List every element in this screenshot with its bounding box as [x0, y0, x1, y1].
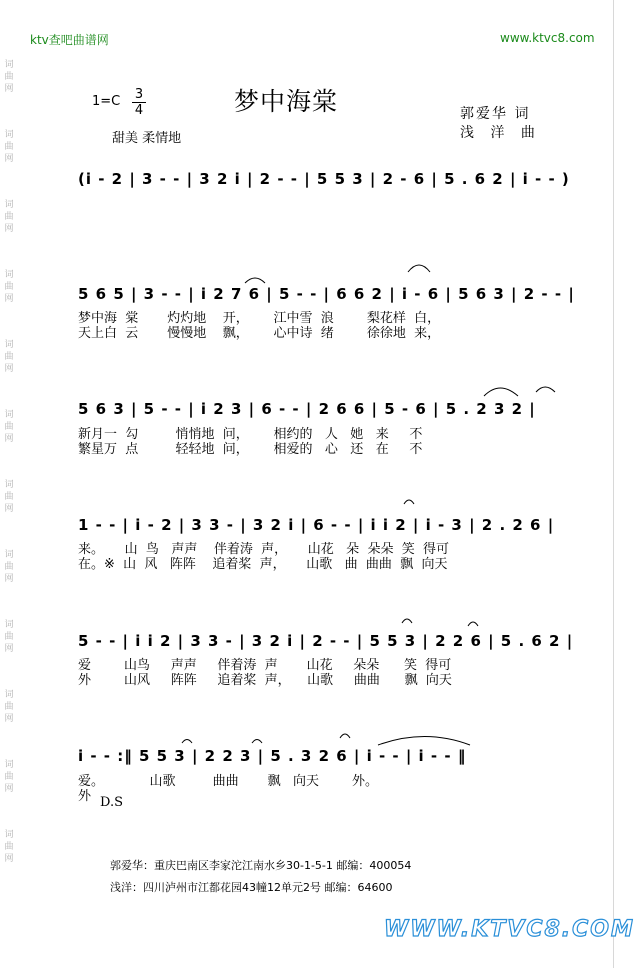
watermark-glyph: 曲: [4, 72, 14, 82]
watermark-glyph: 网: [4, 784, 14, 794]
site-name-left[interactable]: ktv查吧曲谱网: [30, 33, 109, 47]
watermark-glyph: 网: [4, 294, 14, 304]
composer-address: 浅洋：四川泸州市江都花园43幢12单元2号 邮编：64600: [110, 881, 393, 894]
staff-4-lyric-1: 来。 山 鸟 声声 伴着涛 声， 山花 朵 朵朵 笑 得可: [78, 542, 449, 557]
lyricist-credit: 郭爱华 词: [460, 106, 531, 122]
watermark-glyph: 词: [4, 760, 14, 770]
staff-4-lyric-2: 在。※ 山 风 阵阵 追着桨 声， 山歌 曲 曲曲 飘 向天: [78, 557, 448, 572]
watermark-glyph: 词: [4, 60, 14, 70]
watermark-glyph: 网: [4, 434, 14, 444]
slur-3: [484, 388, 518, 396]
watermark-glyph: 词: [4, 270, 14, 280]
watermark-glyph: 曲: [4, 422, 14, 432]
staff-5-notes: 5 - - | i i 2 | 3 3 - | 3 2 i | 2 - - | 5 5 3 | 2 2 6 | 5 . 6 2 |: [78, 632, 574, 650]
watermark-glyph: 词: [4, 550, 14, 560]
watermark-glyph: 词: [4, 480, 14, 490]
staff-1-notes: (i - 2 | 3 - - | 3 2 i | 2 - - | 5 5 3 | 2 - 6 | 5 . 6 2 | i - - ): [78, 170, 570, 188]
watermark-glyph: 词: [4, 200, 14, 210]
staff-6-notes: i - - :‖ 5 5 3 | 2 2 3 | 5 . 3 2 6 | i - - | i - - ‖: [78, 747, 467, 765]
staff-5-lyric-1: 爱 山鸟 声声 伴着涛 声 山花 朵朵 笑 得可: [78, 658, 452, 673]
composer-credit: 浅 洋 曲: [460, 125, 541, 141]
watermark-glyph: 曲: [4, 562, 14, 572]
time-numerator: 3: [134, 87, 144, 102]
watermark-glyph: 曲: [4, 282, 14, 292]
watermark-glyph: 网: [4, 714, 14, 724]
watermark-glyph: 词: [4, 620, 14, 630]
slur-7: [468, 622, 478, 626]
lyricist-address: 郭爱华：重庆巴南区李家沱江南水乡30-1-5-1 邮编：400054: [110, 859, 412, 872]
watermark-glyph: 曲: [4, 212, 14, 222]
staff-2-lyric-1: 梦中海 棠 灼灼地 开， 江中雪 浪 梨花样 白，: [78, 311, 441, 326]
site-url-right[interactable]: www.ktvc8.com: [500, 31, 595, 45]
staff-5-lyric-2: 外 山风 阵阵 追着桨 声， 山歌 曲曲 飘 向天: [78, 673, 452, 688]
staff-3-lyric-1: 新月一 勾 悄悄地 问， 相约的 人 她 来 不: [78, 427, 423, 442]
watermark-glyph: 网: [4, 154, 14, 164]
watermark-glyph: 词: [4, 830, 14, 840]
staff-2-notes: 5 6 5 | 3 - - | i 2 7 6 | 5 - - | 6 6 2 | i - 6 | 5 6 3 | 2 - - |: [78, 285, 575, 303]
slur-10: [340, 734, 350, 738]
watermark-glyph: 曲: [4, 352, 14, 362]
watermark-glyph: 曲: [4, 492, 14, 502]
staff-3-lyric-2: 繁星万 点 轻轻地 问， 相爱的 心 还 在 不: [78, 442, 423, 457]
watermark-glyph: 网: [4, 84, 14, 94]
watermark-glyph: 网: [4, 504, 14, 514]
watermark-glyph: 曲: [4, 842, 14, 852]
song-title: 梦中海棠: [234, 87, 339, 116]
watermark-glyph: 词: [4, 410, 14, 420]
slur-2: [408, 265, 430, 272]
slur-1: [245, 278, 265, 283]
watermark-glyph: 网: [4, 644, 14, 654]
watermark-glyph: 网: [4, 364, 14, 374]
time-denominator: 4: [132, 102, 146, 118]
staff-2-lyric-2: 天上白 云 慢慢地 飘， 心中诗 绪 徐徐地 来，: [78, 326, 441, 341]
staff-4-notes: 1 - - | i - 2 | 3 3 - | 3 2 i | 6 - - | i i 2 | i - 3 | 2 . 2 6 |: [78, 516, 555, 534]
watermark-glyph: 曲: [4, 632, 14, 642]
watermark-glyph: 曲: [4, 142, 14, 152]
footer-site-logo[interactable]: WWW.KTVC8.COM: [384, 917, 635, 942]
staff-3-notes: 5 6 3 | 5 - - | i 2 3 | 6 - - | 2 6 6 | 5 - 6 | 5 . 2 3 2 |: [78, 400, 536, 418]
dal-segno-mark: D.S: [100, 795, 123, 810]
tempo-marking: 甜美 柔情地: [112, 131, 182, 146]
key-signature: 1=C: [92, 94, 121, 109]
watermark-glyph: 词: [4, 690, 14, 700]
slur-4: [536, 387, 555, 392]
watermark-glyph: 曲: [4, 772, 14, 782]
slur-8: [182, 740, 192, 744]
slur-5: [404, 500, 414, 504]
watermark-glyph: 网: [4, 574, 14, 584]
watermark-glyph: 词: [4, 130, 14, 140]
slur-9: [252, 740, 262, 744]
staff-6-lyric-2: 外: [78, 789, 92, 804]
slur-11: [378, 737, 470, 746]
watermark-glyph: 网: [4, 854, 14, 864]
slur-6: [402, 619, 412, 623]
watermark-glyph: 词: [4, 340, 14, 350]
staff-6-lyric-1: 爱。 山歌 曲曲 飘 向天 外。: [78, 774, 379, 789]
watermark-glyph: 曲: [4, 702, 14, 712]
watermark-glyph: 网: [4, 224, 14, 234]
